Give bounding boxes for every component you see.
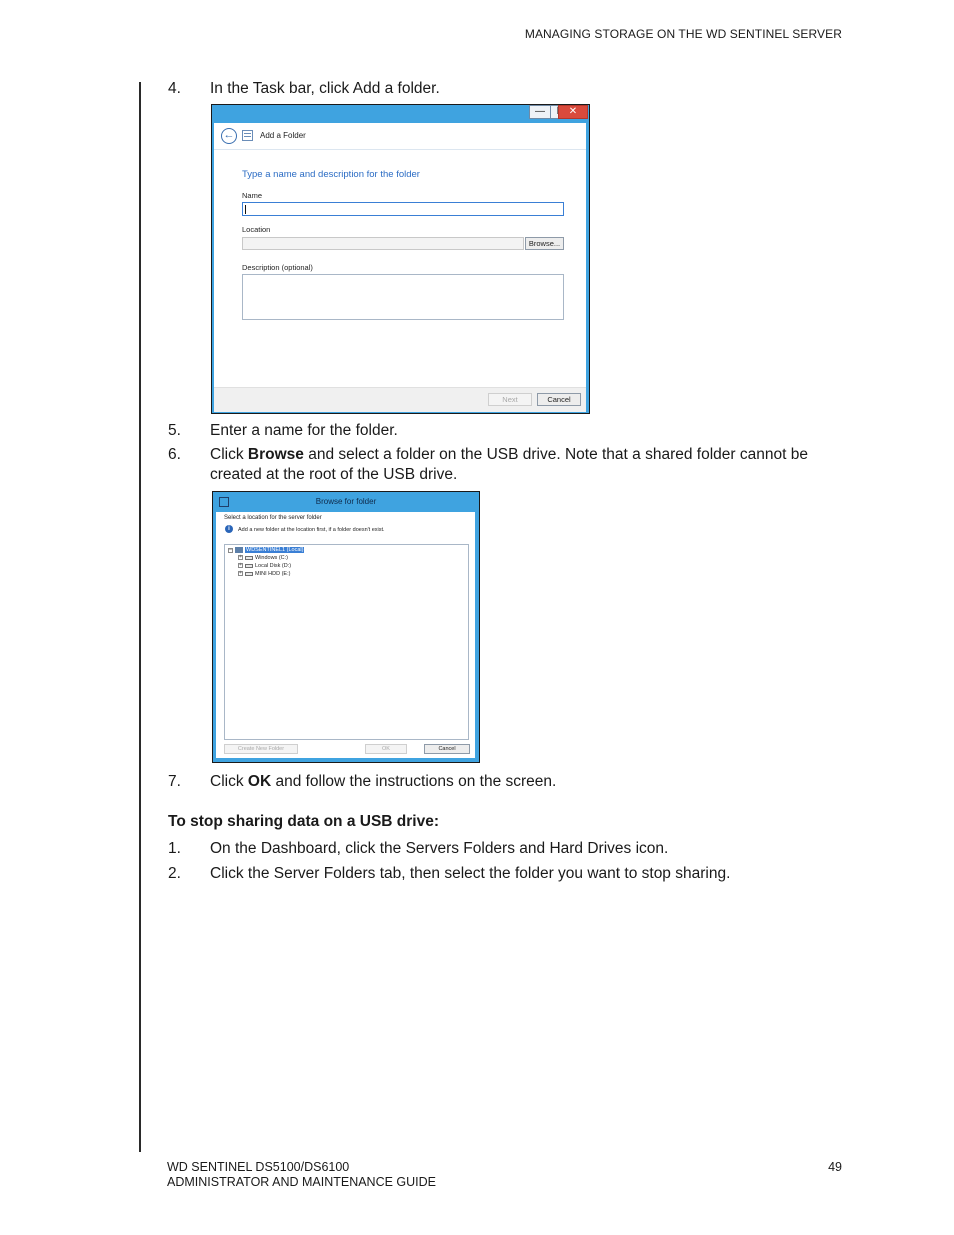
cancel-button[interactable]: Cancel (424, 744, 470, 754)
page-number: 49 (828, 1160, 842, 1174)
minimize-button[interactable]: — (529, 105, 551, 119)
step-text: Enter a name for the folder. (210, 422, 398, 439)
step-number: 2. (168, 865, 181, 882)
dialog-title: Add a Folder (260, 131, 306, 140)
ok-button[interactable]: OK (365, 744, 407, 754)
dialog-titlebar (213, 492, 479, 512)
step-text: In the Task bar, click Add a folder. (210, 80, 440, 97)
tree-node-label: Windows (C:) (255, 555, 289, 561)
step-text-pre: Click (210, 773, 248, 790)
dialog-content (214, 123, 586, 411)
dialog-content (216, 512, 475, 758)
step-text (210, 772, 850, 792)
tree-node-label: MINI HDD (E:) (255, 571, 291, 577)
expand-icon[interactable]: + (239, 554, 242, 561)
page-header: MANAGING STORAGE ON THE WD SENTINEL SERVER (524, 27, 842, 41)
step-number: 5. (168, 422, 181, 439)
description-input[interactable] (242, 274, 564, 320)
description-label: Description (optional) (242, 263, 313, 272)
tree-node-label: Local Disk (D:) (255, 563, 292, 569)
step-text: Click the Server Folders tab, then select the folder you want to stop sharing. (210, 865, 731, 882)
expand-icon[interactable]: + (239, 562, 242, 569)
name-input[interactable] (242, 202, 564, 216)
footer-product: WD SENTINEL DS5100/DS6100 (167, 1160, 350, 1174)
drive-icon (245, 556, 253, 560)
dialog-title: Browse for folder (315, 497, 377, 506)
browse-button[interactable]: Browse... (525, 237, 564, 250)
tree-node-label: WDSENTINEL1 (Local) (246, 547, 304, 554)
info-icon: i (225, 525, 233, 533)
margin-rule (139, 82, 141, 1152)
add-folder-dialog (211, 104, 590, 414)
name-label: Name (242, 191, 263, 200)
expand-icon[interactable]: + (239, 570, 242, 577)
step-text-bold: OK (247, 773, 272, 790)
step-text: On the Dashboard, click the Servers Folders and Hard Drives icon. (210, 840, 669, 857)
step-number: 7. (168, 773, 181, 790)
tree-node-drive-d[interactable] (238, 563, 291, 569)
drive-icon (245, 564, 253, 568)
step-number: 1. (168, 840, 181, 857)
close-button[interactable]: ✕ (558, 105, 588, 119)
footer-guide: ADMINISTRATOR AND MAINTENANCE GUIDE (167, 1175, 437, 1189)
browse-folder-dialog (212, 491, 480, 763)
step-number: 4. (168, 80, 181, 97)
next-button[interactable]: Next (488, 393, 532, 406)
step-text-post: and select a folder on the USB drive. Note that a shared folder cannot be created at the root of the USB drive. (210, 446, 808, 483)
back-arrow-icon[interactable]: ← (221, 128, 237, 144)
folder-tree[interactable] (224, 544, 469, 740)
collapse-icon[interactable]: – (229, 546, 232, 553)
section-heading: To stop sharing data on a USB drive: (168, 813, 439, 830)
dialog-note: Add a new folder at the location first, if a folder doesn't exist. (238, 527, 385, 533)
step-text (210, 445, 850, 485)
create-new-folder-button[interactable]: Create New Folder (224, 744, 298, 754)
dialog-footer (214, 387, 586, 412)
location-field (242, 237, 524, 250)
dialog-titlebar (212, 105, 589, 123)
location-label: Location (242, 225, 271, 234)
step-text-post: and follow the instructions on the screen. (271, 773, 557, 790)
folder-wizard-icon (242, 130, 253, 141)
dialog-heading: Type a name and description for the folder (242, 169, 420, 180)
tree-node-drive-e[interactable] (238, 571, 290, 577)
step-number: 6. (168, 446, 181, 463)
tree-node-server[interactable] (228, 547, 304, 553)
dialog-instruction: Select a location for the server folder (224, 515, 322, 521)
dialog-nav-bar (214, 123, 586, 150)
step-text-pre: Click (210, 446, 248, 463)
cancel-button[interactable]: Cancel (537, 393, 581, 406)
step-text-bold: Browse (247, 446, 304, 463)
text-caret (245, 205, 246, 214)
drive-icon (245, 572, 253, 576)
tree-node-drive-c[interactable] (238, 555, 288, 561)
server-icon (235, 547, 243, 553)
